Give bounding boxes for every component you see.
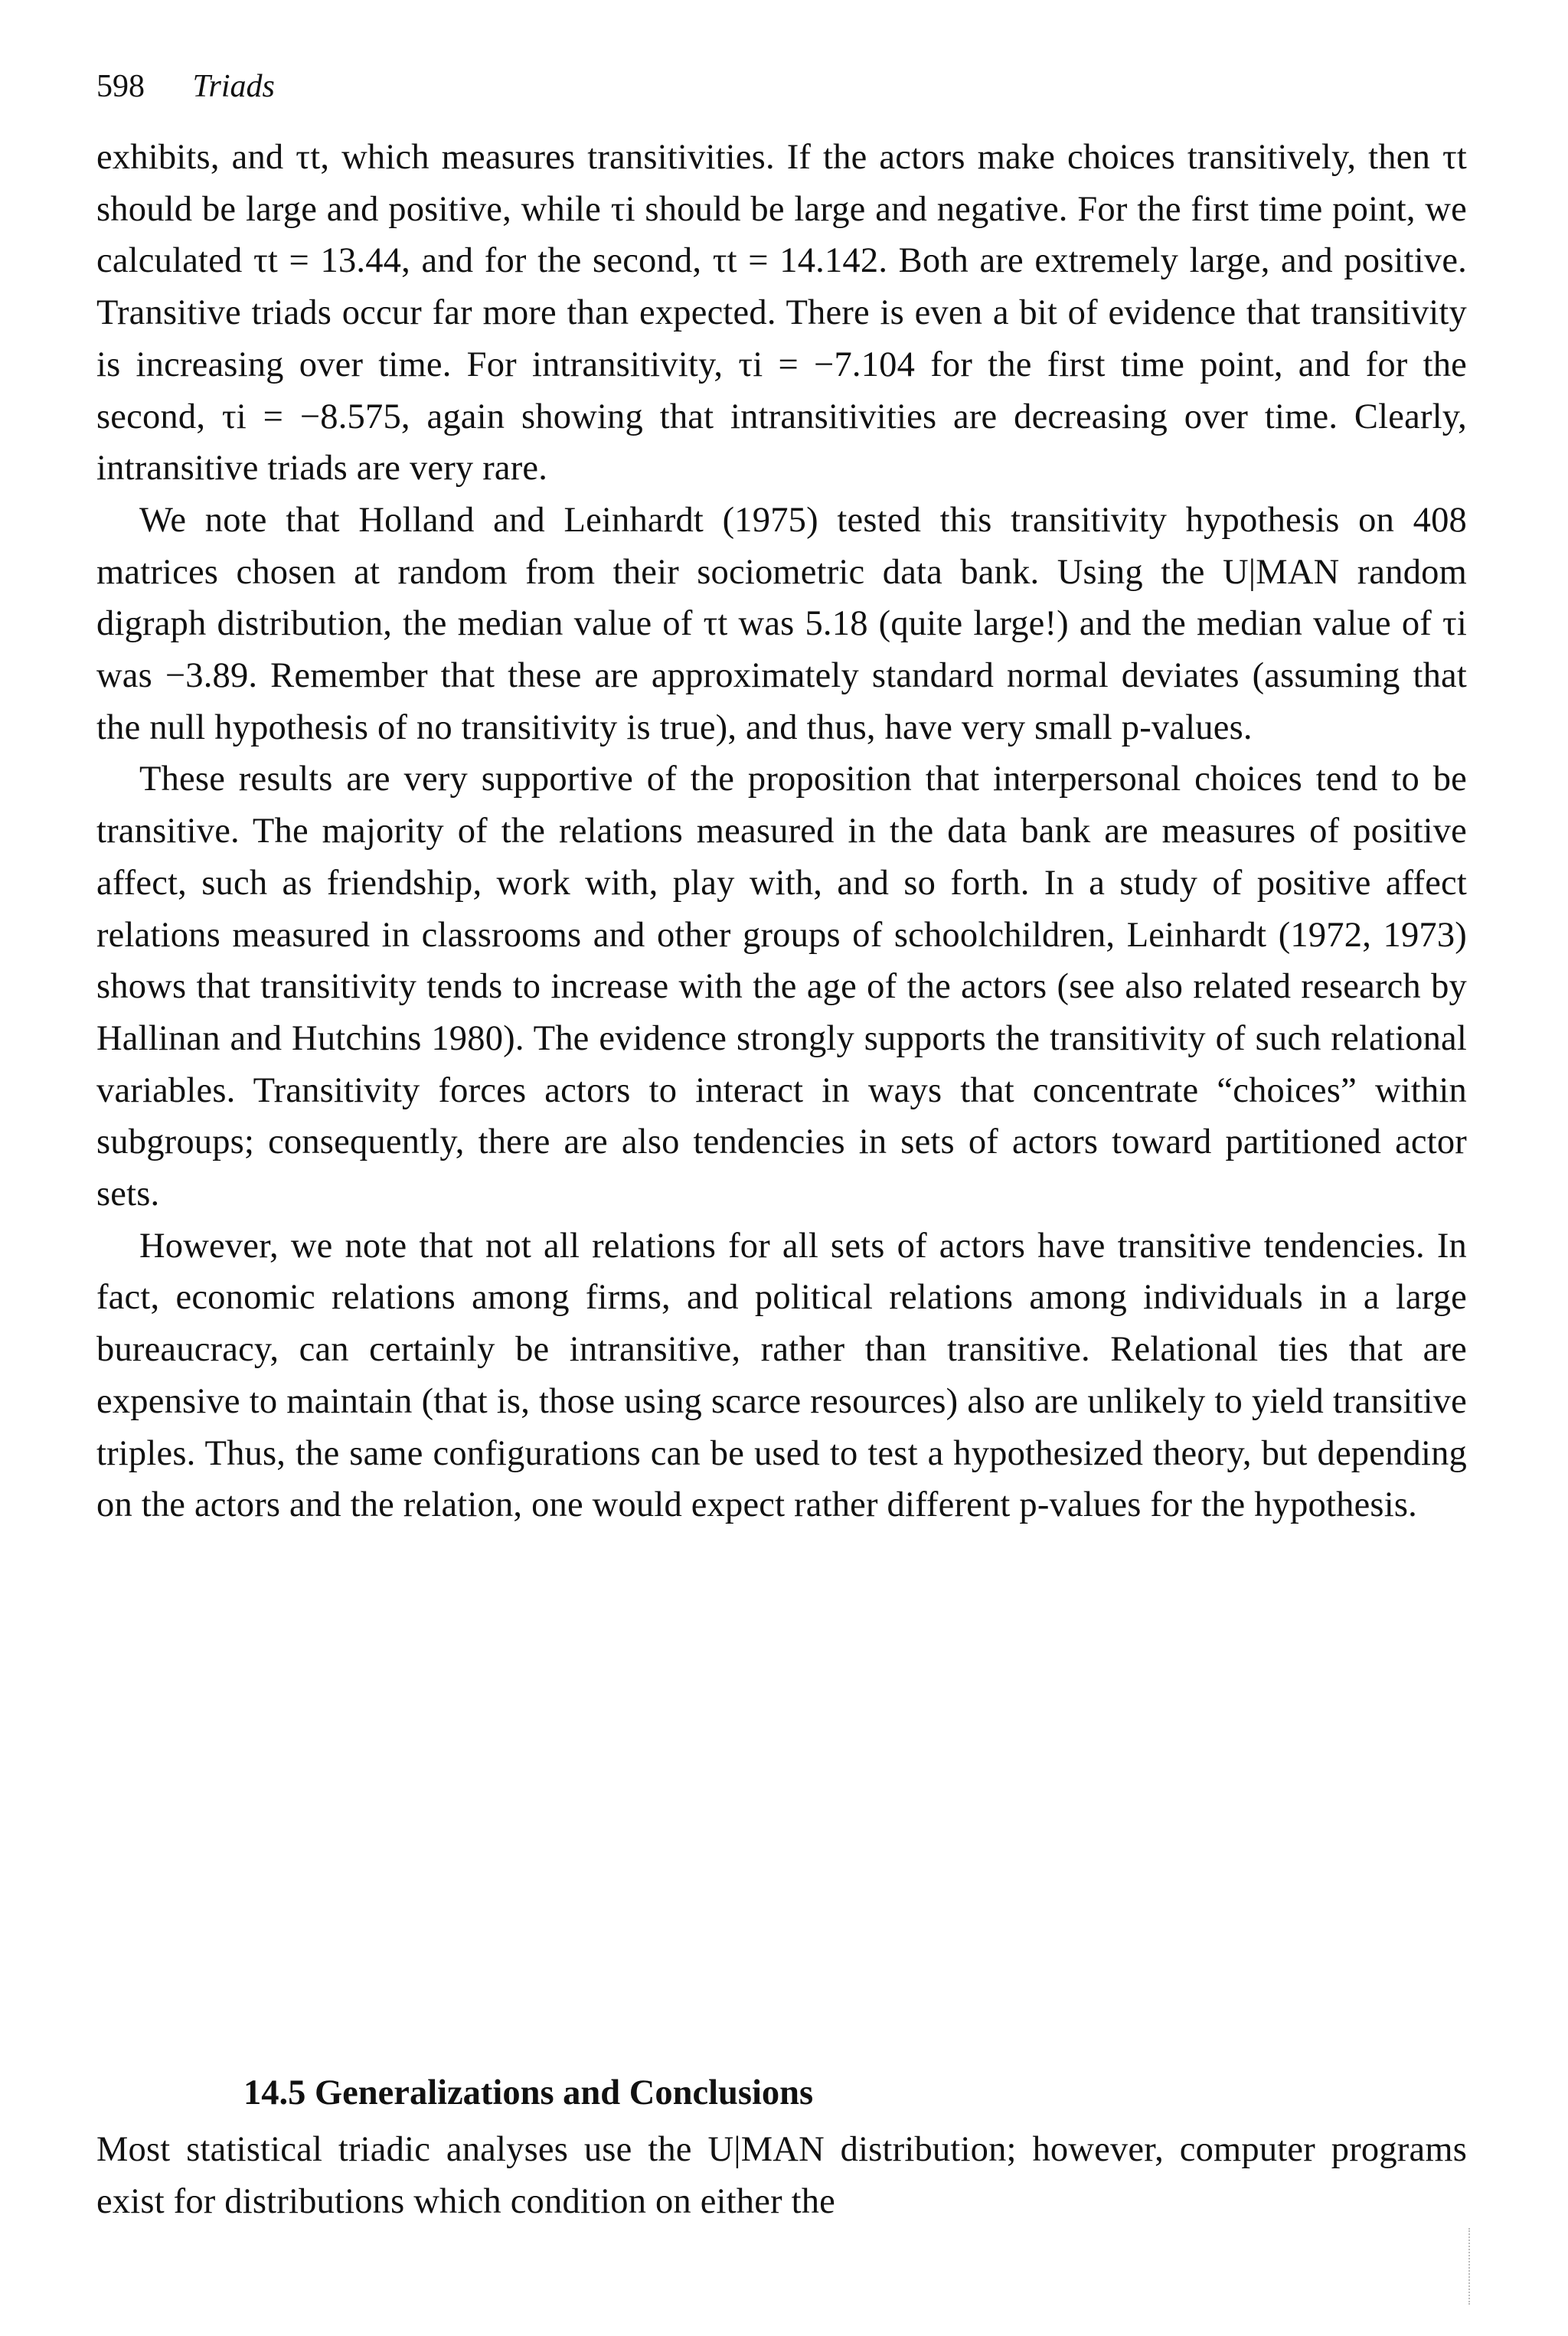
paragraph-supportive-results: These results are very supportive of the proposition that interpersonal choices tend to be transitive. The majority of the relations measured in the data bank are measures of positive affect, such as friendship, work with, play with, and so forth. In a study of positive affect relations measured in classrooms and other groups of schoolchildren, Leinhardt (1972, 1973) shows that transitivity tends to increase with the age of the actors (see also related research by Hallinan and Hutchins 1980). The evidence strongly supports the transitivity of such relational variables. Transitivity forces actors to interact in ways that concentrate “choices” within subgroups; consequently, there are also tendencies in sets of actors toward partitioned actor sets.: [96, 760, 1467, 1214]
section-first-paragraph: Most statistical triadic analyses use the U|MAN distribution; however, computer programs exist for distributions which condition on either the: [96, 2130, 1467, 2221]
paragraph-transitivity-results: exhibits, and τt, which measures transitivities. If the actors make choices transitively, then τt should be large and positive, while τi should be large and negative. For the first time point, we calculated τt = 13.44, and for the second, τt = 14.142. Both are extremely large, and positive. Transitive triads occur far more than expected. There is even a bit of evidence that transitivity is increasing over time. For intransitivity, τi = −7.104 for the first time point, and for the second, τi = −8.575, again showing that intransitivities are decreasing over time. Clearly, intransitive triads are very rare.: [96, 138, 1467, 488]
paragraph-not-all-relations: However, we note that not all relations for all sets of actors have transitive tendencies. In fact, economic relations among firms, and political relations among individuals in a large bureaucracy, can certainly be intransitive, rather than transitive. Relational ties that are expensive to maintain (that is, those using scarce resources) also are unlikely to yield transitive triples. Thus, the same configurations can be used to test a hypothesized theory, but depending on the actors and the relation, one would expect rather different p-values for the hypothesis.: [96, 1226, 1467, 1525]
section-heading: 14.5 Generalizations and Conclusions: [243, 2073, 814, 2112]
chapter-title: Triads: [192, 69, 275, 104]
running-head: [96, 70, 275, 103]
margin-speck: [1468, 2228, 1476, 2305]
page-number: 598: [96, 69, 145, 104]
body-text: [96, 132, 1467, 1531]
paragraph-holland-leinhardt: We note that Holland and Leinhardt (1975) tested this transitivity hypothesis on 408 matrices chosen at random from their sociometric data bank. Using the U|MAN random digraph distribution, the median value of τt was 5.18 (quite large!) and the median value of τi was −3.89. Remember that these are approximately standard normal deviates (assuming that the null hypothesis of no transitivity is true), and thus, have very small p-values.: [96, 500, 1467, 747]
